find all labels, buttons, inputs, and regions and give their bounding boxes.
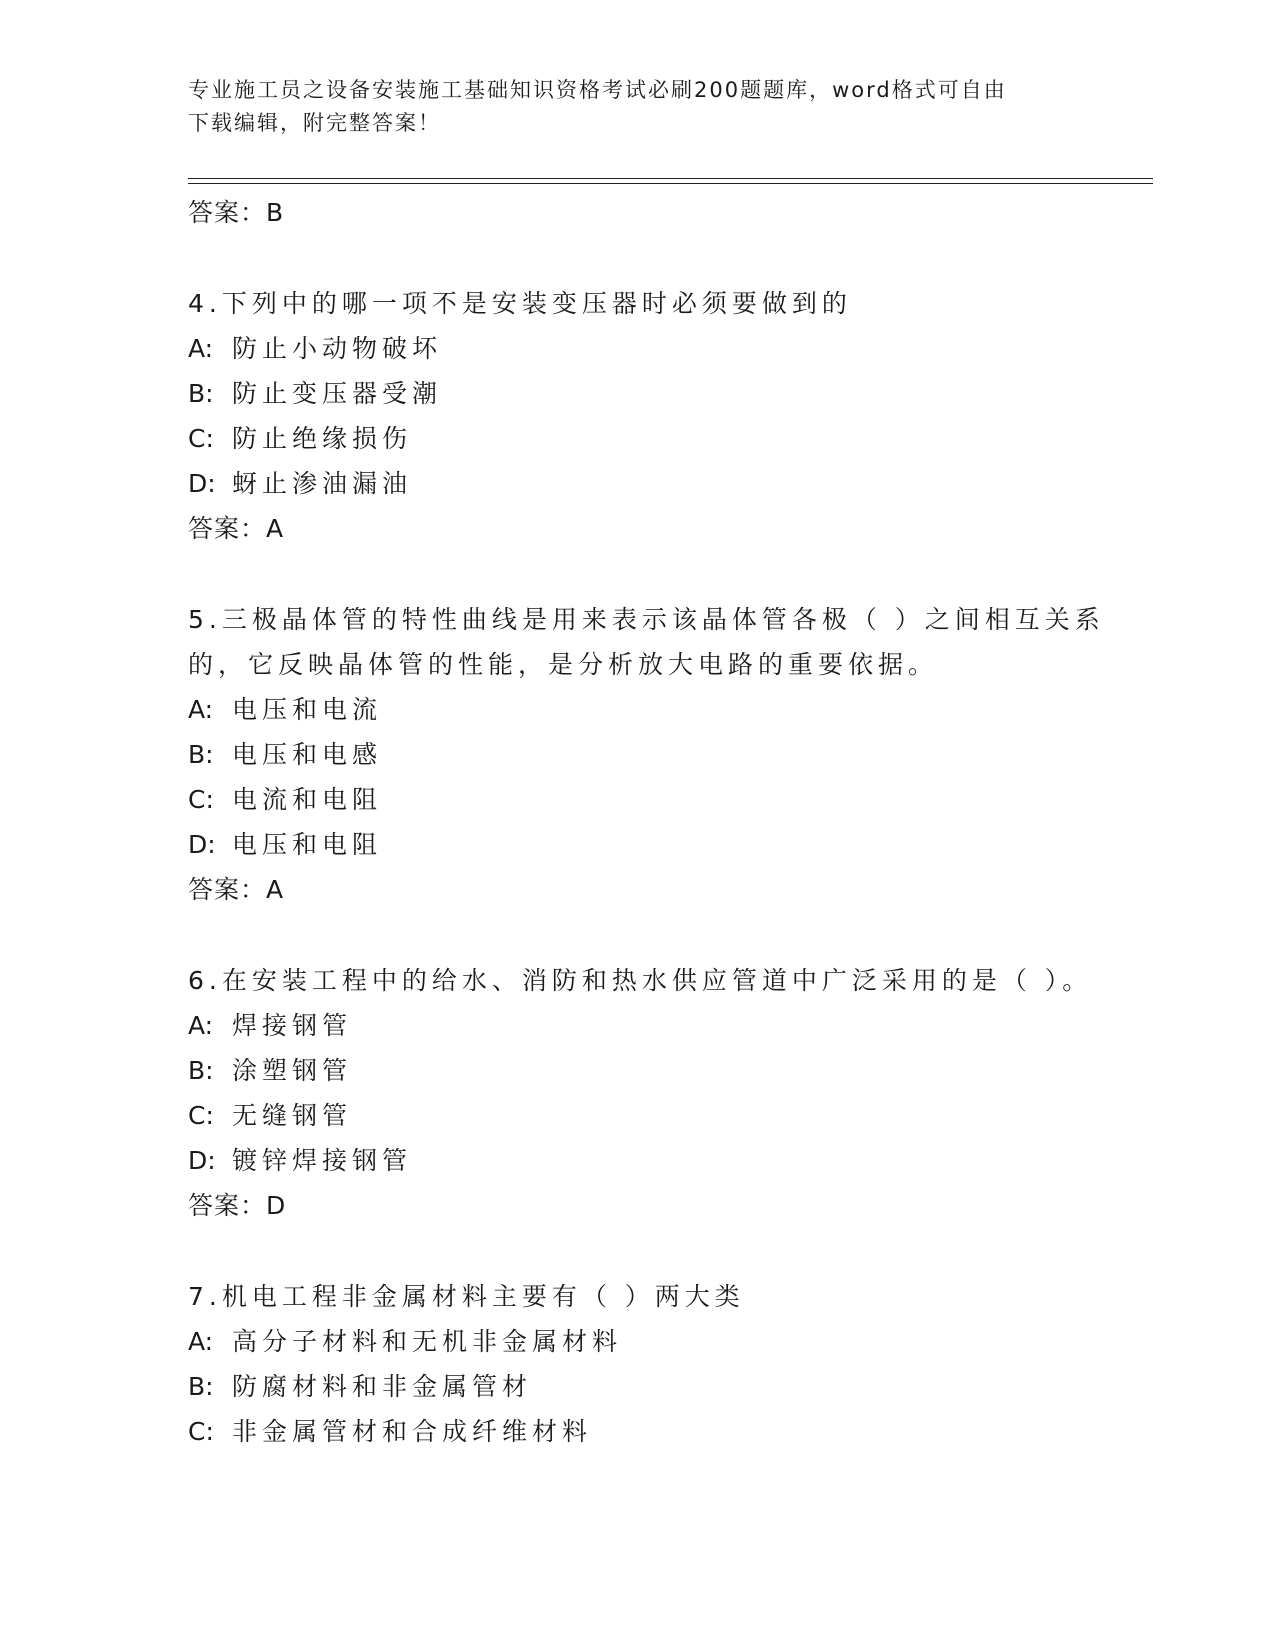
option-text: 防止变压器受潮 xyxy=(232,379,443,408)
question-text: 的，它反映晶体管的性能，是分析放大电路的重要依据。 xyxy=(188,650,939,679)
option-row xyxy=(188,1093,1088,1138)
option-text: 涂塑钢管 xyxy=(232,1056,353,1085)
document-header xyxy=(188,74,1068,140)
answer-line: 答案：A xyxy=(188,875,285,904)
question-block xyxy=(188,1274,1088,1454)
option-row xyxy=(188,326,1088,371)
option-key: A: xyxy=(188,334,214,363)
option-text: 蚜止渗油漏油 xyxy=(232,469,413,498)
question-block xyxy=(188,958,1093,1228)
option-key: D: xyxy=(188,469,216,498)
question-block xyxy=(188,597,1105,912)
question-spacer xyxy=(188,912,1088,958)
question-text: 4.下列中的哪一项不是安装变压器时必须要做到的 xyxy=(188,289,852,318)
question-block xyxy=(188,281,1088,551)
option-key: B: xyxy=(188,379,214,408)
option-text: 无缝钢管 xyxy=(232,1101,353,1130)
option-text: 电压和电感 xyxy=(232,740,383,769)
option-row xyxy=(188,732,1088,777)
option-key: C: xyxy=(188,1417,214,1446)
option-row xyxy=(188,777,1088,822)
header-line-1: 专业施工员之设备安装施工基础知识资格考试必刷200题题库，word格式可自由 xyxy=(188,78,1007,102)
header-rule-top xyxy=(188,178,1153,179)
option-key: D: xyxy=(188,830,216,859)
option-row xyxy=(188,822,1088,867)
option-key: A: xyxy=(188,1327,214,1356)
option-text: 电压和电阻 xyxy=(232,830,383,859)
option-row xyxy=(188,687,1088,732)
option-key: B: xyxy=(188,1372,214,1401)
option-text: 非金属管材和合成纤维材料 xyxy=(232,1417,593,1446)
questions-container xyxy=(188,235,1105,1454)
option-row xyxy=(188,1048,1088,1093)
option-text: 电流和电阻 xyxy=(232,785,383,814)
question-list xyxy=(188,190,1105,1454)
header-line-2: 下载编辑，附完整答案！ xyxy=(188,111,441,135)
option-key: D: xyxy=(188,1146,216,1175)
option-row xyxy=(188,1364,1088,1409)
header-rule-bottom xyxy=(188,183,1153,184)
question-spacer xyxy=(188,235,1088,281)
option-text: 高分子材料和无机非金属材料 xyxy=(232,1327,623,1356)
question-text: 7.机电工程非金属材料主要有（ ）两大类 xyxy=(188,1282,745,1311)
option-text: 焊接钢管 xyxy=(232,1011,353,1040)
option-text: 防腐材料和非金属管材 xyxy=(232,1372,533,1401)
answer-line: 答案：A xyxy=(188,514,285,543)
option-key: B: xyxy=(188,1056,214,1085)
option-row xyxy=(188,371,1088,416)
question-spacer xyxy=(188,1228,1088,1274)
option-row xyxy=(188,1409,1088,1454)
answer-line: 答案：D xyxy=(188,1191,287,1220)
option-key: B: xyxy=(188,740,214,769)
option-row xyxy=(188,1319,1088,1364)
option-key: A: xyxy=(188,1011,214,1040)
question-spacer xyxy=(188,551,1088,597)
option-key: C: xyxy=(188,1101,214,1130)
option-row xyxy=(188,416,1088,461)
answer-line: 答案：B xyxy=(188,198,285,227)
option-text: 防止小动物破坏 xyxy=(232,334,443,363)
option-key: C: xyxy=(188,424,214,453)
question-text: 6.在安装工程中的给水、消防和热水供应管道中广泛采用的是（ ）。 xyxy=(188,966,1093,995)
option-text: 电压和电流 xyxy=(232,695,383,724)
option-key: C: xyxy=(188,785,214,814)
option-row xyxy=(188,1003,1088,1048)
question-text: 5.三极晶体管的特性曲线是用来表示该晶体管各极（ ）之间相互关系 xyxy=(188,605,1105,634)
option-row xyxy=(188,1138,1088,1183)
option-row xyxy=(188,461,1088,506)
option-text: 镀锌焊接钢管 xyxy=(232,1146,413,1175)
option-key: A: xyxy=(188,695,214,724)
option-text: 防止绝缘损伤 xyxy=(232,424,413,453)
